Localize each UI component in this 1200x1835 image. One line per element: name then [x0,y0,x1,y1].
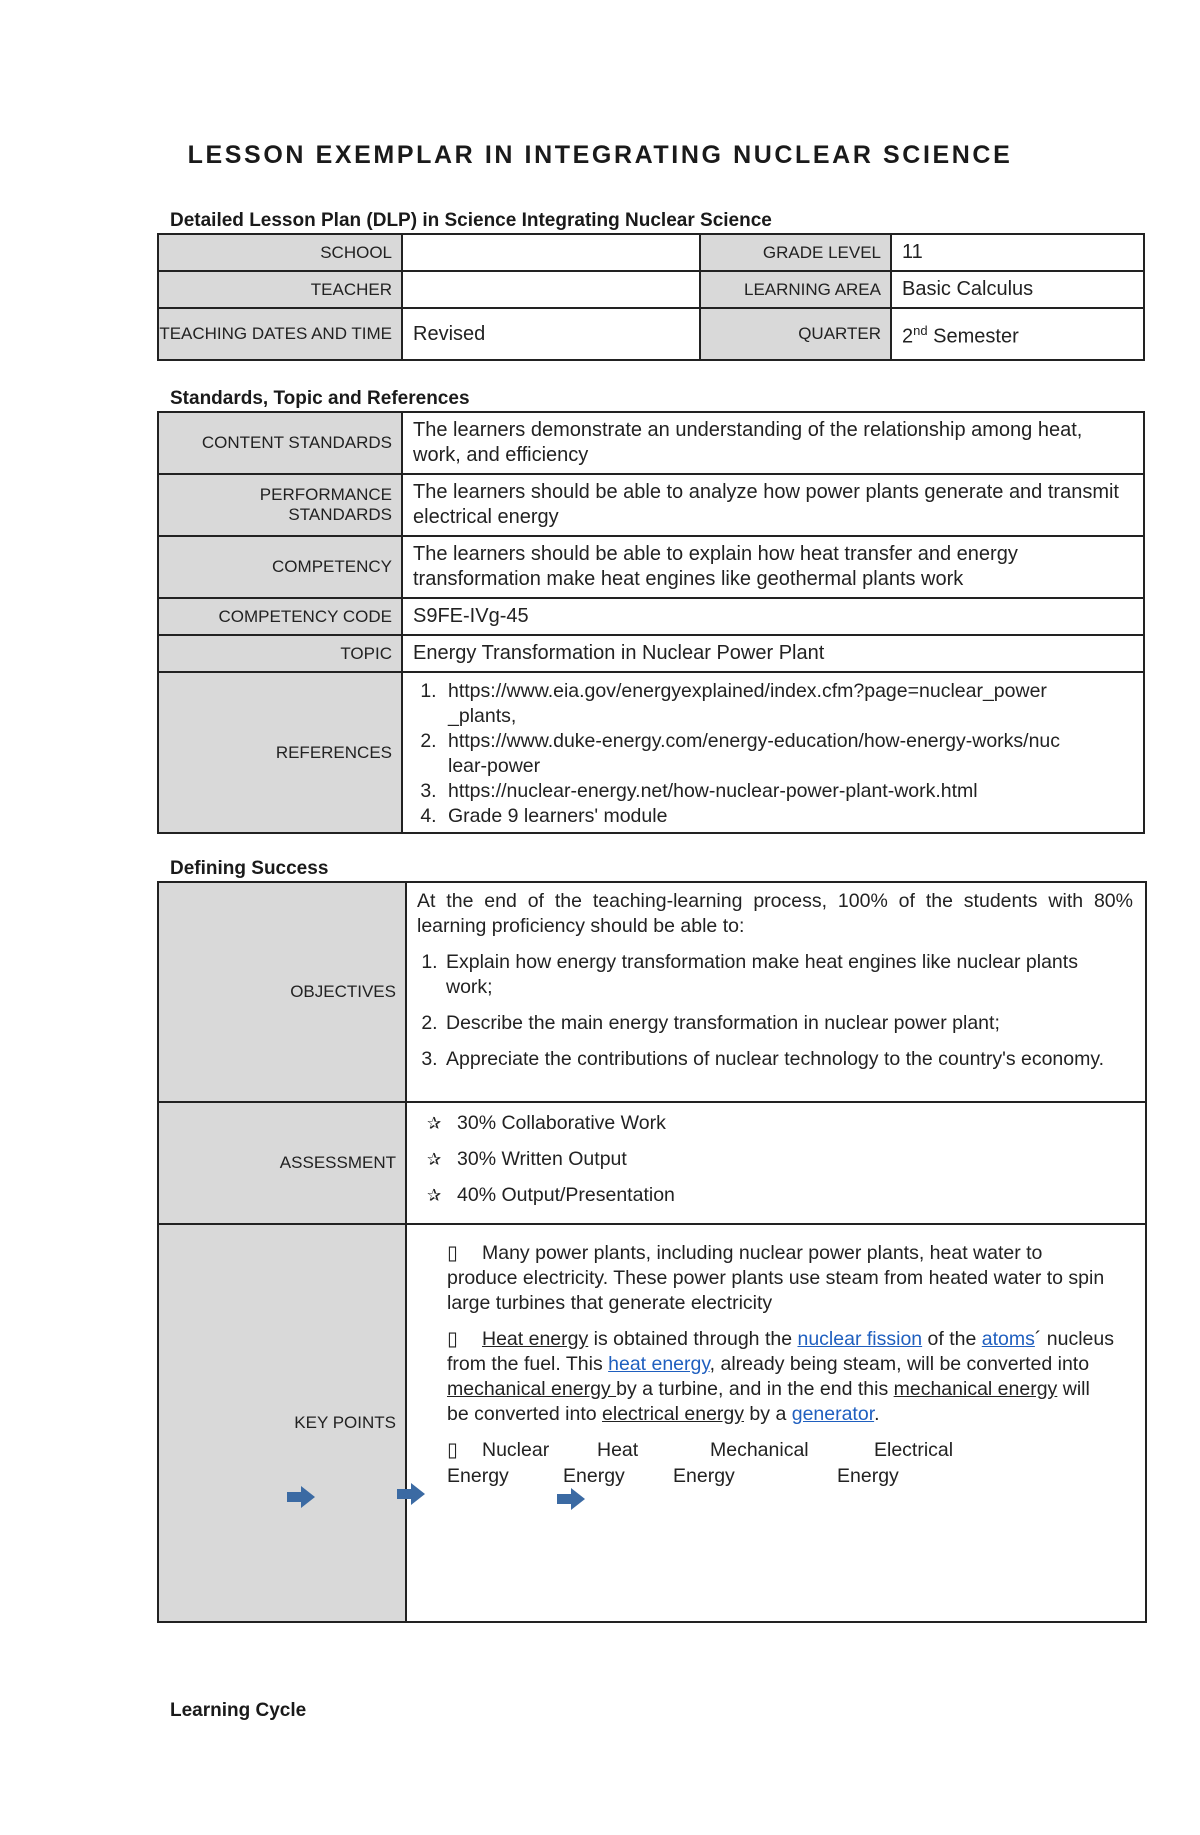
flow-energy-1: Energy [447,1465,509,1487]
standards-table [157,411,1145,834]
key-points-label: KEY POINTS [158,1224,406,1622]
bullet-icon: ▯ [447,1242,458,1264]
content-standards-label: CONTENT STANDARDS [158,412,402,474]
competency-code-value: S9FE-IVg-45 [402,598,1144,635]
school-value [402,234,700,271]
quarter-label: QUARTER [700,308,891,360]
key-points-content [407,1241,1145,1490]
objectives-list [417,950,1145,1072]
bullet-icon: ▯ [447,1328,458,1350]
star-icon: ✰ [427,1186,442,1205]
key-point: ▯ Heat energy is obtained through the nuclear fission of the atoms´ nucleus from the fuel. This heat energy, already being steam, will be converted into mechanical energy by a turbine, and in the end this mechanical energy will be converted into electrical energy by a generator. [447,1328,1114,1425]
flow-energy-4: Energy [837,1465,899,1487]
teaching-dates-value: Revised [402,308,700,360]
star-icon: ✰ [427,1150,442,1169]
assessment-list [417,1103,1145,1208]
objectives-intro: At the end of the teaching-learning process, 100% of the students with 80% learning proficiency should be able to: [417,890,1133,937]
success-section-title: Defining Success [170,858,329,879]
teacher-value [402,271,700,308]
learning-area-label: LEARNING AREA [700,271,891,308]
assessment-label: ASSESSMENT [158,1102,406,1224]
grade-level-label: GRADE LEVEL [700,234,891,271]
bullet-icon: ▯ [447,1439,458,1461]
quarter-value: 2nd Semester [891,308,1144,360]
flow-mechanical: Mechanical [710,1439,809,1461]
nuclear-fission-link[interactable]: nuclear fission [797,1328,923,1350]
assessment-item: ✰ 40% Output/Presentation [427,1184,675,1206]
dlp-section-title: Detailed Lesson Plan (DLP) in Science Integrating Nuclear Science [170,210,772,231]
references-list [407,679,1143,829]
competency-code-label: COMPETENCY CODE [158,598,402,635]
references-cell [402,672,1144,833]
success-table [157,881,1147,1623]
key-points-cell [406,1224,1146,1622]
objective-item: 2. Describe the main energy transformation in nuclear power plant; [443,1011,1105,1036]
objective-item: 1. Explain how energy transformation make heat engines like nuclear plants work; [443,950,1105,1000]
arrow-right-icon [286,1485,316,1509]
competency-label: COMPETENCY [158,536,402,598]
generator-link[interactable]: generator [791,1403,875,1425]
school-label: SCHOOL [158,234,402,271]
content-standards-value: The learners demonstrate an understanding of the relationship among heat, work, and efficiency [402,412,1144,474]
page-title: LESSON EXEMPLAR IN INTEGRATING NUCLEAR SCIENCE [187,141,1013,169]
competency-value: The learners should be able to explain how heat transfer and energy transformation make heat engines like geothermal plants work [402,536,1144,598]
topic-value: Energy Transformation in Nuclear Power Plant [402,635,1144,672]
flow-electrical: Electrical [874,1439,954,1461]
learning-area-value: Basic Calculus [891,271,1144,308]
performance-standards-label: PERFORMANCE STANDARDS [158,474,402,536]
reference-item: 2. https://www.duke-energy.com/energy-education/how-energy-works/nuclear-power [442,729,1143,779]
flow-energy-2: Energy [563,1465,625,1487]
flow-heat: Heat [597,1439,639,1461]
assessment-item: ✰ 30% Collaborative Work [427,1112,666,1134]
reference-item: 4. Grade 9 learners' module [442,804,1143,829]
objectives-label: OBJECTIVES [158,882,406,1102]
objective-item: 3. Appreciate the contributions of nuclear technology to the country's economy. [443,1047,1105,1072]
star-icon: ✰ [427,1114,442,1133]
grade-level-value: 11 [891,234,1144,271]
header-table [157,233,1145,361]
teaching-dates-label: TEACHING DATES AND TIME [158,308,402,360]
topic-label: TOPIC [158,635,402,672]
flow-nuclear: Nuclear [482,1439,550,1461]
objectives-cell [406,882,1146,1102]
teacher-label: TEACHER [158,271,402,308]
reference-item: 1. https://www.eia.gov/energyexplained/index.cfm?page=nuclear_power_plants, [442,679,1143,729]
key-point: ▯ Many power plants, including nuclear power plants, heat water to produce electricity. These power plants use steam from heated water to spin large turbines that generate electricity [447,1242,1105,1314]
heat-energy-link[interactable]: heat energy [608,1353,710,1375]
learning-cycle-title: Learning Cycle [170,1700,307,1721]
assessment-cell [406,1102,1146,1224]
arrow-right-icon [556,1487,586,1511]
atoms-link[interactable]: atoms [981,1328,1035,1350]
standards-section-title: Standards, Topic and References [170,388,470,409]
assessment-item: ✰ 30% Written Output [427,1148,627,1170]
performance-standards-value: The learners should be able to analyze how power plants generate and transmit electrical energy [402,474,1144,536]
flow-energy-3: Energy [673,1465,735,1487]
energy-flow [447,1438,1115,1490]
arrow-right-icon [396,1482,426,1506]
reference-item: 3. https://nuclear-energy.net/how-nuclear-power-plant-work.html [442,779,1143,804]
references-label: REFERENCES [158,672,402,833]
